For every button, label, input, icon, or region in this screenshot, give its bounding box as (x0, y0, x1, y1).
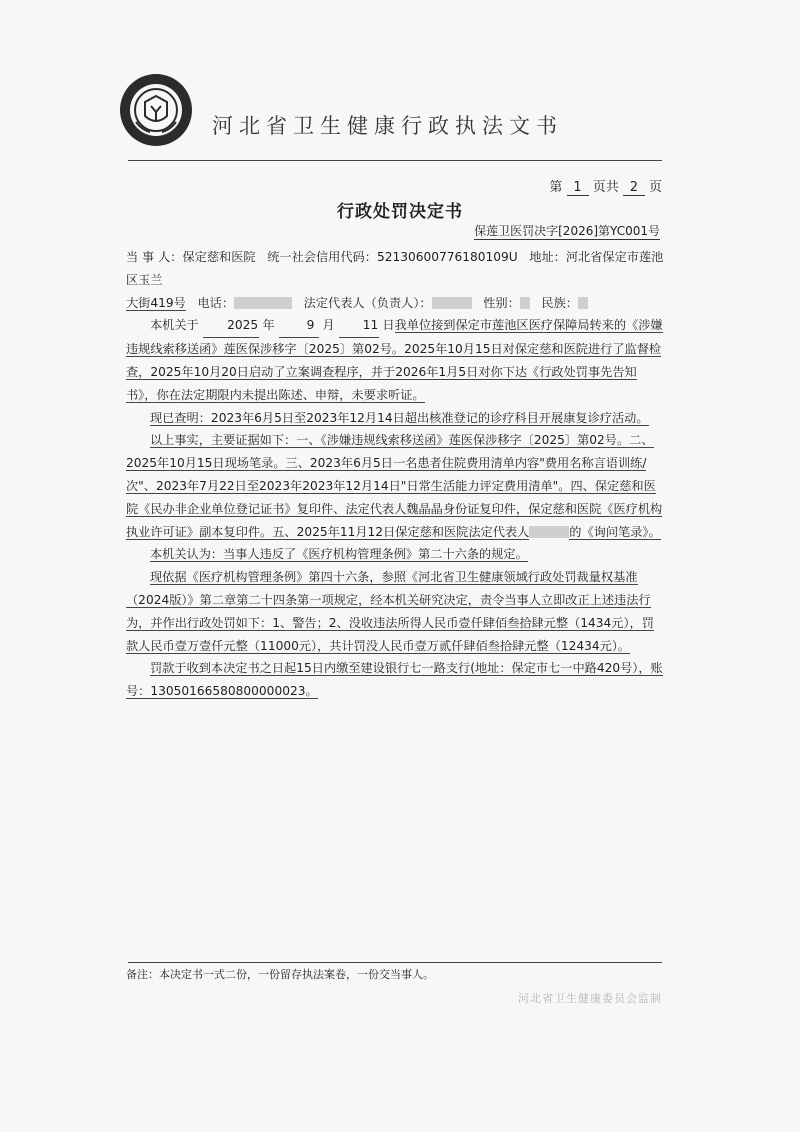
redacted-legal-rep (432, 297, 472, 309)
total-page-number: 2 (623, 180, 645, 196)
redacted-phone (234, 297, 292, 309)
paragraph-violation: 本机关认为：当事人违反了《医疗机构管理条例》第二十六条的规定。 (150, 547, 528, 562)
header-divider (128, 160, 662, 161)
document-number: 保莲卫医罚决字[2026]第YC001号 (474, 224, 660, 238)
paragraph-penalty: 现依据《医疗机构管理条例》第四十六条，参照《河北省卫生健康领域行政处罚裁量权基准（2024版）》第二章第二十四条第一项规定，经本机关研究决定，责令当事人立即改正上述违法行为，并作出行政处罚如下：1、警告；2、没收违法所得人民币壹仟肆佰叁拾肆元整（1434元），罚款人民币壹万壹仟元整（11000元），共计罚没人民币壹万贰仟肆佰叁拾肆元整（12434元）。 (126, 570, 654, 653)
document-body (126, 246, 664, 703)
document-title: 行政处罚决定书 (337, 202, 463, 222)
party-info: 当 事 人：保定慈和医院 统一社会信用代码：52130600776180109U 地址：河北省保定市莲池区玉兰 大街419号 电话： 法定代表人（负责人）： 性别： 民族： (126, 250, 664, 310)
org-header-title: 河北省卫生健康行政执法文书 (212, 114, 563, 138)
paragraph-evidence: 以上事实，主要证据如下：一、《涉嫌违规线索移送函》莲医保涉移字〔2025〕第02号。二、2025年10月15日现场笔录。三、2023年6月5日一名患者住院费用清单内容"费用名称言语训练/次"、2023年7月22日至2023年2023年12月14日"日常生活能力评定费用清单"。四、保定慈和医院《民办非企业单位登记证书》复印件、法定代表人魏晶晶身份证复印件，保定慈和医院《医疗机构执业许可证》副本复印件。五、2025年11月12日保定慈和医院法定代表人 的《询问笔录》。 (126, 433, 663, 539)
redacted-ethnicity (578, 297, 588, 309)
current-page-number: 1 (567, 180, 589, 196)
footer-divider (128, 962, 662, 963)
paragraph-findings: 现已查明：2023年6月5日至2023年12月14日超出核准登记的诊疗科目开展康复诊疗活动。 (150, 410, 649, 425)
page-count: 第 1 页共 2 页 (549, 180, 662, 195)
paragraph-procedure: 本机关于 2025 年 9 月 11 日我单位接到保定市莲池区医疗保障局转来的《涉嫌违规线索移送函》莲医保涉移字〔2025〕第02号。2025年10月15日对保定慈和医院进行了监督检查，2025年10月20日启动了立案调查程序，并于2026年1月5日对你下达《行政处罚事先告知书》，你在法定期限内未提出陈述、申辩，未要求听证。 (126, 314, 664, 406)
redacted-gender (520, 297, 530, 309)
footer-note: 备注：本决定书一式二份，一份留存执法案卷，一份交当事人。 (126, 968, 434, 981)
health-commission-seal-icon (118, 72, 194, 148)
paragraph-payment: 罚款于收到本决定书之日起15日内缴至建设银行七一路支行(地址：保定市七一中路420号），账号：13050166580800000023。 (126, 661, 663, 699)
footer-watermark: 河北省卫生健康委员会监制 (518, 992, 662, 1005)
redacted-name (529, 526, 569, 538)
